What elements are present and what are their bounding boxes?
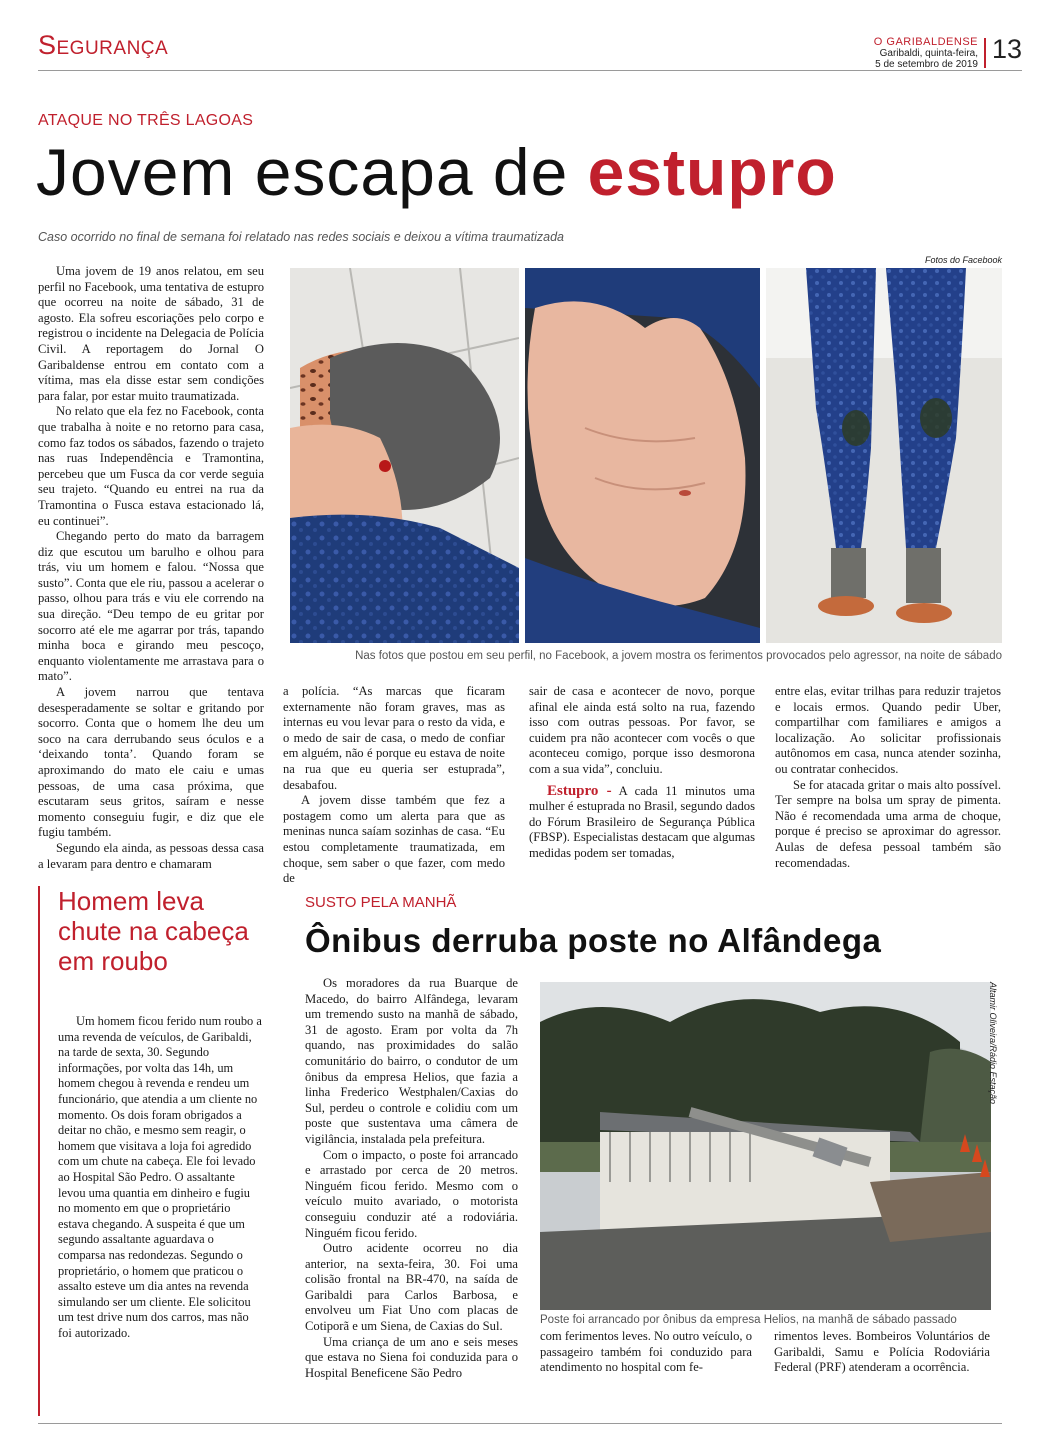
paragraph: rimentos leves. Bombeiros Voluntários de Garibaldi, Samu e Polícia Rodoviária Federal (PRF) atenderam a ocorrência. — [774, 1329, 990, 1375]
story2-column-2 — [540, 1329, 752, 1376]
paragraph: Se for atacada gritar o mais alto possível. Ter sempre na bolsa um spray de pimenta. Não é recomendada uma arma de choque, porque é preciso se aproximar do agressor. Aulas de defesa pessoal também são recomendadas. — [775, 777, 1001, 870]
story2-caption: Poste foi arrancado por ônibus da empresa Helios, na manhã de sábado passado — [540, 1314, 957, 1326]
subhead-text: A cada 11 minutos uma mulher é estuprada no Brasil, segundo dados do Fórum Brasileiro de Segurança Pública (FBSP). Especialistas destacam que algumas medidas podem ser tomadas, — [529, 783, 755, 860]
paragraph: Com o impacto, o poste foi arrancado e arrastado por cerca de 20 metros. Ninguém ficou ferido. Mesmo com o veículo muito avariado, o motorista conseguiu conduzir até a rodoviária. Ninguém ficou ferido. — [305, 1147, 518, 1240]
headline-text: Jovem escapa de — [36, 135, 588, 209]
paragraph: entre elas, evitar trilhas para reduzir trajetos e locais ermos. Quando pedir Uber, compartilhar com familiares e amigos a localização. Ao solicitar profissionais autônomos em casa, nunca atender sozinha, ou contratar conhecidos. — [775, 684, 1001, 776]
sidebar-body — [58, 1014, 264, 1341]
paragraph: Chegando perto do mato da barragem diz que escutou um barulho e olhou para trás, viu um homem e falou. “Nossa que susto”. Conta que ele riu, passou a acelerar o passo, olhou para trás e viu ele correndo na sua direção. “Deu tempo de eu gritar por socorro até ele me agarrar por trás, tapando minha boca e girando meu pescoço, enquanto violentamente me arrastava para o mato”. — [38, 529, 264, 684]
photo-fallen-post — [540, 982, 991, 1310]
dateline-city: Garibaldi, quinta-feira, — [879, 48, 978, 59]
photo-caption: Nas fotos que postou em seu perfil, no Facebook, a jovem mostra os ferimentos provocados pelo agressor, na noite de sábado — [355, 650, 1002, 662]
paragraph: Um homem ficou ferido num roubo a uma revenda de veículos, de Garibaldi, na tarde de sexta, 30. Segundo informações, por volta das 14h, um homem chegou à revenda e rendeu um funcionário, que atendia a um cliente no momento. Os dois foram obrigados a deitar no chão, e mesmo sem reagir, o homem que visitava a loja foi agredido com um chute na cabeça. Ele foi levado ao Hospital São Pedro. O assaltante levou uma quantia em dinheiro e fugiu no momento em que o proprietário estava chegando. A suspeita é que um segundo assaltante aguardava o comparsa nas redondezas. Segundo o proprietário, o homem que praticou o assalto esteve um dia antes na revenda simulando ser um cliente. Ele solicitou um test drive num dos carros, mas não foi autorizado. — [58, 1014, 262, 1340]
photo-injured-ankle — [290, 268, 519, 643]
masthead-info — [874, 36, 978, 70]
dateline-date: 5 de setembro de 2019 — [875, 59, 978, 70]
paragraph: A jovem disse também que fez a postagem como um alerta para que as meninas nunca saíam sozinhas de casa. “Eu estou completamente traumatizada, em choque, sem saber o que fazer, com medo de — [283, 793, 505, 886]
subhead-estupro: Estupro - — [547, 782, 612, 799]
paragraph: Uma criança de um ano e seis meses que estava no Siena foi conduzida para o Hospital Beneficene São Pedro — [305, 1334, 518, 1380]
paragraph: Uma jovem de 19 anos relatou, em seu perfil no Facebook, uma tentativa de estupro que ocorreu na noite de sábado, 31 de agosto. Ela sofreu escoriações pelo corpo e registrou o incidente na Delegacia de Polícia Civil. A reportagem do Jornal O Garibaldense entrou em contato com a vítima, mas ela disse estar sem condições para falar, por estar muito traumatizada. — [38, 264, 264, 403]
sidebar-headline: Homem leva chute na cabeça em roubo — [58, 886, 249, 976]
paragraph: No relato que ela fez no Facebook, conta que trabalha à noite e no retorno para casa, como faz todos os sábados, fazendo o trajeto nas ruas Independência e Tramontina, percebeu que um Fusca da cor verde seguia seu trajeto. “Quando eu entrei na rua da Tramontina o Fusca estava estacionado lá, eu continuei”. — [38, 404, 264, 528]
paragraph: com ferimentos leves. No outro veículo, o passageiro também foi conduzido para atendimento no hospital com fe- — [540, 1329, 752, 1375]
headline-accent: estupro — [587, 135, 837, 209]
header-rule — [38, 70, 1022, 71]
paragraph: Outro acidente ocorreu no dia anterior, na sexta-feira, 30. Foi uma colisão frontal na BR-470, na saída de Garibaldi para Carlos Barbosa, e envolveu um Fiat Uno com placas de Cotiporã e um Siena, de Caxias do Sul. — [305, 1241, 518, 1334]
story-column-4 — [775, 684, 1001, 871]
page-number: 13 — [992, 34, 1023, 64]
paragraph — [529, 784, 755, 862]
section-title: Segurança — [38, 30, 169, 60]
story-column-1 — [38, 264, 264, 872]
photo-injured-hand — [525, 268, 760, 643]
story2-column-3 — [774, 1329, 990, 1376]
story-headline — [36, 134, 837, 210]
newspaper-name: O GARIBALDENSE — [873, 36, 978, 48]
paragraph: Os moradores da rua Buarque de Macedo, do bairro Alfândega, levaram um tremendo susto na manhã de sábado, 31 de agosto. Eram por volta da 7h quando, nas proximidades do salão comunitário do bairro, o condutor de um ônibus da empresa Helios, que fazia a linha Frederico Westphalen/Caxias do Sul, perdeu o controle e colidiu com um poste que sustentava uma câmera de vigilância, instalada pela prefeitura. — [305, 976, 518, 1146]
story2-column-1 — [305, 976, 518, 1381]
story2-headline: Ônibus derruba poste no Alfândega — [305, 922, 882, 959]
paragraph: a polícia. “As marcas que ficaram externamente não foram graves, mas as internas eu vou levar para o resto da vida, e o medo de sair de casa, o medo de confiar em alguém, não é porque eu estava de noite na rua que eu queria ser estuprada”, desabafou. — [283, 684, 505, 792]
story2-photo-credit-text: Altamir Oliveira/Rádio Estação — [988, 982, 998, 1105]
story-column-3 — [529, 684, 755, 862]
story-column-2 — [283, 684, 505, 887]
story2-photo-credit — [986, 982, 1000, 1302]
paragraph: A jovem narrou que tentava desesperadamente se soltar e gritando por socorro. Conta que o homem lhe deu um soco na cara derrubando seus óculos e a ‘deixando tonta’. Quando foram se aproximando do mato ele caiu e umas pessoas, de uma casa próxima, que escutaram seus gritos, saíram e nesse momento conseguiu fugir, e diz que ele fugiu também. — [38, 685, 264, 840]
paragraph: Segundo ela ainda, as pessoas dessa casa a levaram para dentro e chamaram — [38, 840, 264, 871]
footer-rule — [38, 1423, 1002, 1424]
sidebar-accent-line — [38, 886, 40, 1416]
photo-injured-legs — [766, 268, 1002, 643]
story-deck: Caso ocorrido no final de semana foi relatado nas redes sociais e deixou a vítima traumatizada — [38, 230, 564, 244]
page-number-separator — [984, 38, 986, 68]
story2-kicker: SUSTO PELA MANHÃ — [305, 894, 457, 911]
story-kicker: ATAQUE NO TRÊS LAGOAS — [38, 112, 254, 129]
paragraph: sair de casa e acontecer de novo, porque afinal ele ainda está solto na rua, fazendo isso com outras pessoas. Por favor, se cuidem pra não acontecer com vocês o que aconteceu comigo, porque isso desmorona com a sua vida”, concluiu. — [529, 684, 755, 776]
photo-credit: Fotos do Facebook — [924, 255, 1002, 265]
